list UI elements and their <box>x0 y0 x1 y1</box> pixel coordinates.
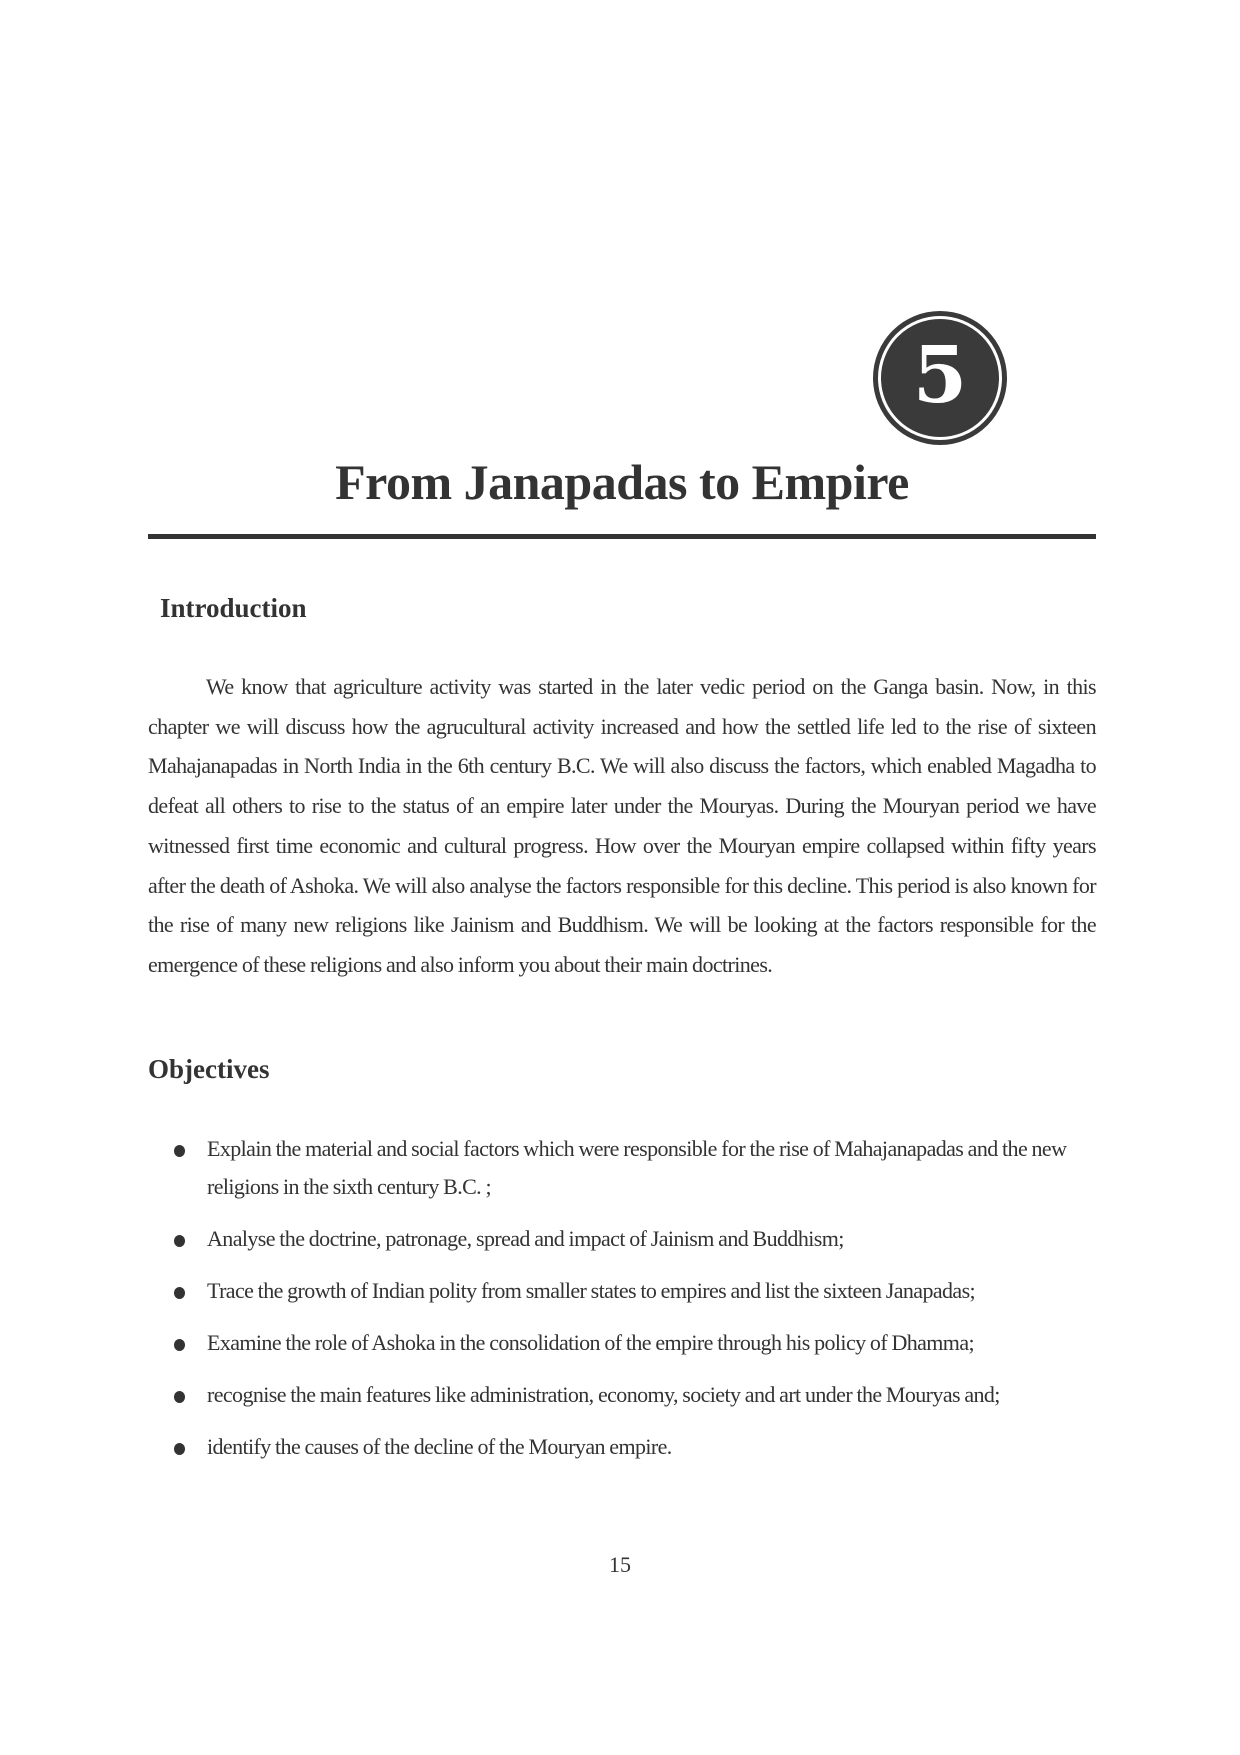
objective-item <box>148 1220 1096 1258</box>
chapter-number: 5 <box>912 330 968 421</box>
objectives-list <box>148 1130 1096 1480</box>
bullet-icon <box>174 1145 185 1157</box>
bullet-icon <box>174 1235 185 1247</box>
objective-text: identify the causes of the decline of the Mouryan empire. <box>207 1434 672 1459</box>
objective-item <box>148 1324 1096 1362</box>
title-divider <box>148 534 1096 539</box>
chapter-number-badge <box>873 311 1007 445</box>
objective-text: recognise the main features like administration, economy, society and art under the Mouryas and; <box>207 1382 1000 1407</box>
objective-text: Analyse the doctrine, patronage, spread and impact of Jainism and Buddhism; <box>207 1226 844 1251</box>
objective-text: Explain the material and social factors which were responsible for the rise of Mahajanapadas and the new religions in the sixth century B.C. ; <box>207 1136 1067 1199</box>
objective-item <box>148 1272 1096 1310</box>
objectives-heading: Objectives <box>148 1054 270 1084</box>
objective-item <box>148 1376 1096 1414</box>
objective-item <box>148 1428 1096 1466</box>
introduction-paragraph: We know that agriculture activity was started in the later vedic period on the Ganga basin. Now, in this chapter we will discuss how the agrucultural activity increased and how the settled life led to the rise of sixteen Mahajanapadas in North India in the 6th century B.C. We will also discuss the factors, which enabled Magadha to defeat all others to rise to the status of an empire later under the Mouryas. During the Mouryan period we have witnessed first time economic and cultural progress. How over the Mouryan empire collapsed within fifty years after the death of Ashoka. We will also analyse the factors responsible for this decline. This period is also known for the rise of many new religions like Jainism and Buddhism. We will be looking at the factors responsible for the emergence of these religions and also inform you about their main doctrines. <box>148 674 1096 977</box>
bullet-icon <box>174 1391 185 1403</box>
objective-item <box>148 1130 1096 1206</box>
objective-text: Trace the growth of Indian polity from smaller states to empires and list the sixteen Janapadas; <box>207 1278 976 1303</box>
objective-text: Examine the role of Ashoka in the consolidation of the empire through his policy of Dhamma; <box>207 1330 974 1355</box>
chapter-title: From Janapadas to Empire <box>335 454 909 510</box>
bullet-icon <box>174 1443 185 1455</box>
introduction-heading: Introduction <box>160 593 307 623</box>
page-number: 15 <box>609 1552 631 1577</box>
bullet-icon <box>174 1287 185 1299</box>
bullet-icon <box>174 1339 185 1351</box>
